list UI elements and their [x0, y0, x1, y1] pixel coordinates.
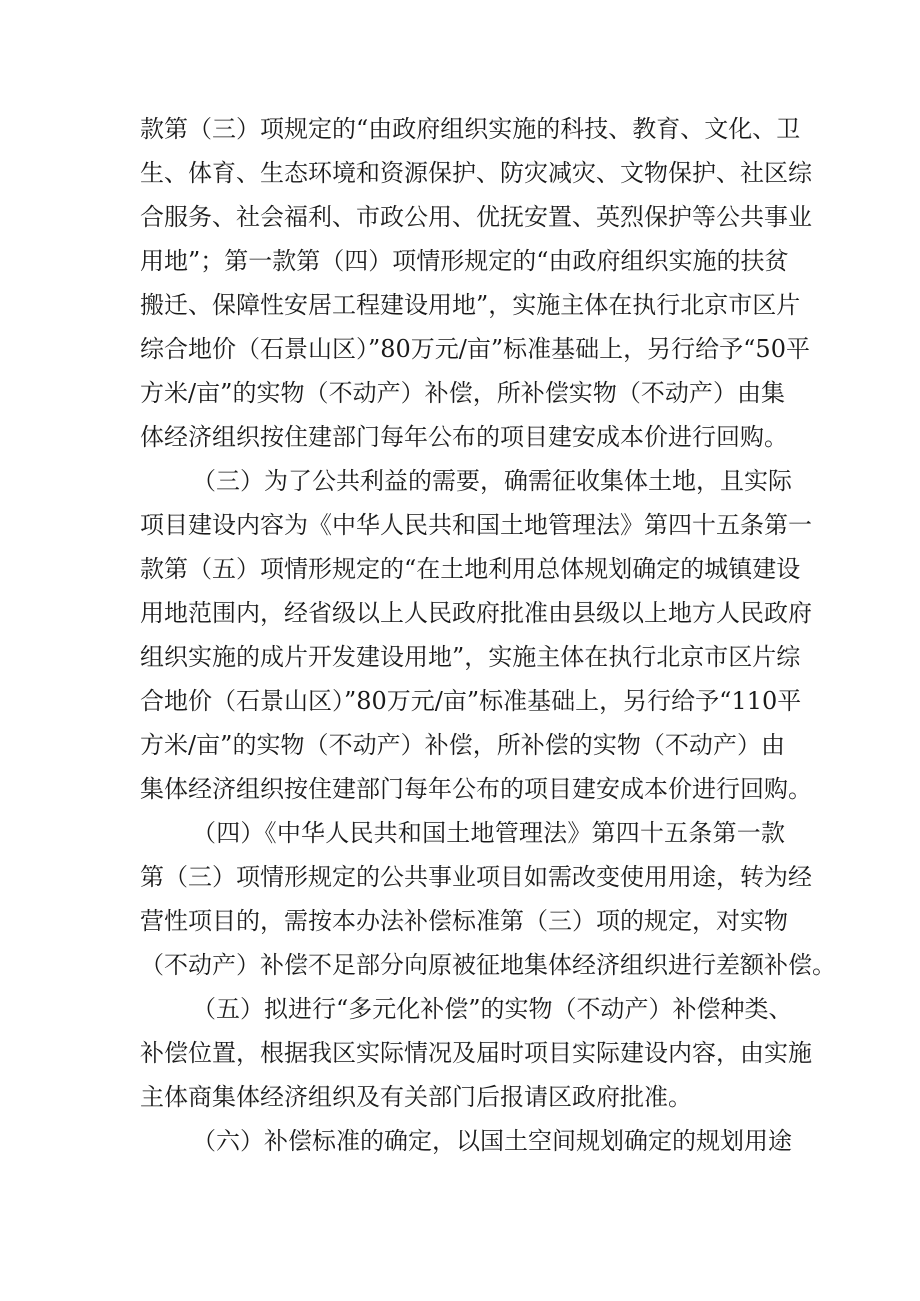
- text-line: 合地价（石景山区）”80万元/亩”标准基础上，另行给予“110平: [140, 687, 802, 715]
- text-line: （不动产）补偿不足部分向原被征地集体经济组织进行差额补偿。: [140, 951, 836, 979]
- text-line: 主体商集体经济组织及有关部门后报请区政府批准。: [140, 1083, 692, 1111]
- text-line: 项目建设内容为《中华人民共和国土地管理法》第四十五条第一: [140, 511, 812, 539]
- text-line: 组织实施的成片开发建设用地”，实施主体在执行北京市区片综: [140, 643, 801, 671]
- text-line: 用地范围内，经省级以上人民政府批准由县级以上地方人民政府: [140, 599, 812, 627]
- paragraph-start-line: （四）《中华人民共和国土地管理法》第四十五条第一款: [192, 819, 785, 847]
- paragraph-start-line: （五）拟进行“多元化补偿”的实物（不动产）补偿种类、: [192, 995, 793, 1023]
- text-line: 生、体育、生态环境和资源保护、防灾减灾、文物保护、社区综: [140, 159, 812, 187]
- text-line: 体经济组织按住建部门每年公布的项目建安成本价进行回购。: [140, 423, 788, 451]
- text-line: 方米/亩”的实物（不动产）补偿，所补偿实物（不动产）由集: [140, 379, 785, 407]
- text-line: 合服务、社会福利、市政公用、优抚安置、英烈保护等公共事业: [140, 203, 812, 231]
- text-line: 款第（五）项情形规定的“在土地利用总体规划确定的城镇建设: [140, 555, 801, 583]
- text-line: 搬迁、保障性安居工程建设用地”，实施主体在执行北京市区片: [140, 291, 801, 319]
- text-line: 方米/亩”的实物（不动产）补偿，所补偿的实物（不动产）由: [140, 731, 785, 759]
- text-line: 用地”；第一款第（四）项情形规定的“由政府组织实施的扶贫: [140, 247, 789, 275]
- text-line: 综合地价（石景山区）”80万元/亩”标准基础上，另行给予“50平: [140, 335, 810, 363]
- text-line: 补偿位置，根据我区实际情况及届时项目实际建设内容，由实施: [140, 1039, 812, 1067]
- text-line: 第（三）项情形规定的公共事业项目如需改变使用用途，转为经: [140, 863, 812, 891]
- text-line: 集体经济组织按住建部门每年公布的项目建安成本价进行回购。: [140, 775, 812, 803]
- text-line: 营性项目的，需按本办法补偿标准第（三）项的规定，对实物: [140, 907, 788, 935]
- text-line: 款第（三）项规定的“由政府组织实施的科技、教育、文化、卫: [140, 115, 801, 143]
- paragraph-start-line: （六）补偿标准的确定，以国土空间规划确定的规划用途: [192, 1127, 792, 1155]
- paragraph-start-line: （三）为了公共利益的需要，确需征收集体土地，且实际: [192, 467, 792, 495]
